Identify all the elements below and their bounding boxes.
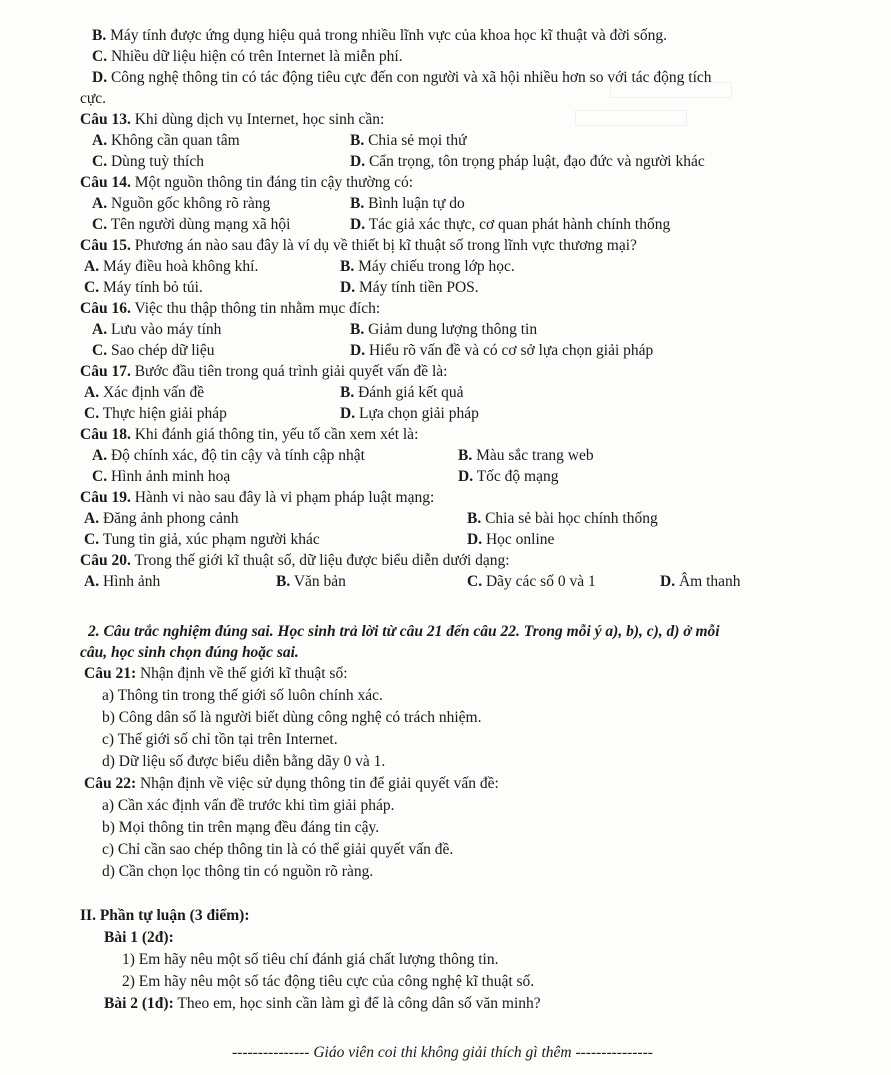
question-22-item-c: c) Chỉ cần sao chép thông tin là có thể giải quyết vấn đề. — [102, 841, 454, 858]
section-2-heading-line2: câu, học sinh chọn đúng hoặc sai. — [80, 644, 299, 661]
question-15-option-a: A. Máy điều hoà không khí. — [84, 258, 259, 275]
question-22-item-a: a) Cần xác định vấn đề trước khi tìm giải pháp. — [102, 797, 395, 814]
question-16-option-d: D. Hiểu rõ vấn đề và có cơ sở lựa chọn giải pháp — [350, 342, 654, 359]
question-18-option-c: C. Hình ảnh minh hoạ — [92, 468, 231, 485]
question-17-option-c: C. Thực hiện giải pháp — [84, 405, 227, 422]
question-15-option-c: C. Máy tính bỏ túi. — [84, 279, 203, 296]
question-13-option-a: A. Không cần quan tâm — [92, 132, 240, 149]
question-13: Câu 13. Khi dùng dịch vụ Internet, học sinh cần: — [80, 111, 385, 128]
essay-bai2: Bài 2 (1đ): Theo em, học sinh cần làm gì để là công dân số văn minh? — [104, 995, 541, 1012]
continuation-option-c: C. Nhiều dữ liệu hiện có trên Internet là miễn phí. — [92, 48, 403, 65]
continuation-option-b: B. Máy tính được ứng dụng hiệu quả trong nhiều lĩnh vực của khoa học kĩ thuật và đời sống. — [92, 27, 667, 44]
question-21: Câu 21: Nhận định về thế giới kĩ thuật số: — [84, 665, 348, 682]
question-15: Câu 15. Phương án nào sau đây là ví dụ về thiết bị kĩ thuật số trong lĩnh vực thương mại? — [80, 237, 637, 254]
question-19-option-b: B. Chia sẻ bài học chính thống — [467, 510, 658, 527]
question-14: Câu 14. Một nguồn thông tin đáng tin cậy thường có: — [80, 174, 414, 191]
question-22-item-d: d) Cần chọn lọc thông tin có nguồn rõ ràng. — [102, 863, 374, 880]
question-21-item-b: b) Công dân số là người biết dùng công nghệ có trách nhiệm. — [102, 709, 482, 726]
question-19: Câu 19. Hành vi nào sau đây là vi phạm pháp luật mạng: — [80, 489, 435, 506]
question-14-option-a: A. Nguồn gốc không rõ ràng — [92, 195, 271, 212]
question-18: Câu 18. Khi đánh giá thông tin, yếu tố cần xem xét là: — [80, 426, 419, 443]
question-21-item-a: a) Thông tin trong thế giới số luôn chính xác. — [102, 687, 383, 704]
continuation-option-d-wrap: cực. — [80, 90, 107, 107]
question-20-option-c: C. Dãy các số 0 và 1 — [467, 573, 596, 590]
question-14-option-d: D. Tác giả xác thực, cơ quan phát hành chính thống — [350, 216, 671, 233]
question-21-item-d: d) Dữ liệu số được biểu diễn bằng dãy 0 và 1. — [102, 753, 386, 770]
question-19-option-a: A. Đăng ảnh phong cảnh — [84, 510, 239, 527]
question-14-option-c: C. Tên người dùng mạng xã hội — [92, 216, 291, 233]
question-18-option-b: B. Màu sắc trang web — [458, 447, 594, 464]
question-20-option-d: D. Âm thanh — [660, 573, 741, 590]
question-21-item-c: c) Thế giới số chỉ tồn tại trên Internet. — [102, 731, 338, 748]
question-19-option-d: D. Học online — [467, 531, 555, 548]
essay-bai1-item-1: 1) Em hãy nêu một số tiêu chí đánh giá chất lượng thông tin. — [122, 951, 499, 968]
question-15-option-b: B. Máy chiếu trong lớp học. — [340, 258, 515, 275]
question-13-option-b: B. Chia sẻ mọi thứ — [350, 132, 467, 149]
question-17: Câu 17. Bước đầu tiên trong quá trình giải quyết vấn đề là: — [80, 363, 448, 380]
question-17-option-b: B. Đánh giá kết quả — [340, 384, 464, 401]
question-15-option-d: D. Máy tính tiền POS. — [340, 279, 479, 296]
question-14-option-b: B. Bình luận tự do — [350, 195, 465, 212]
question-17-option-a: A. Xác định vấn đề — [84, 384, 205, 401]
question-18-option-d: D. Tốc độ mạng — [458, 468, 559, 485]
question-16-option-b: B. Giảm dung lượng thông tin — [350, 321, 538, 338]
question-13-option-d: D. Cẩn trọng, tôn trọng pháp luật, đạo đức và người khác — [350, 153, 705, 170]
footer-note: --------------- Giáo viên coi thi không giải thích gì thêm --------------- — [232, 1044, 653, 1061]
essay-bai1-item-2: 2) Em hãy nêu một số tác động tiêu cực của công nghệ kĩ thuật số. — [122, 973, 535, 990]
question-20: Câu 20. Trong thế giới kĩ thuật số, dữ liệu được biểu diễn dưới dạng: — [80, 552, 510, 569]
question-17-option-d: D. Lựa chọn giải pháp — [340, 405, 479, 422]
question-20-option-b: B. Văn bản — [276, 573, 346, 590]
essay-heading: II. Phần tự luận (3 điểm): — [80, 907, 250, 924]
essay-bai1-label: Bài 1 (2đ): — [104, 929, 174, 946]
section-2-heading-line1: 2. Câu trắc nghiệm đúng sai. Học sinh trả lời từ câu 21 đến câu 22. Trong mỗi ý a), b), c), d) ở mỗi — [88, 623, 720, 640]
continuation-option-d: D. Công nghệ thông tin có tác động tiêu cực đến con người và xã hội nhiều hơn so với tác động tích — [92, 69, 712, 86]
question-20-option-a: A. Hình ảnh — [84, 573, 161, 590]
question-16-option-c: C. Sao chép dữ liệu — [92, 342, 215, 359]
question-16-option-a: A. Lưu vào máy tính — [92, 321, 222, 338]
question-13-option-c: C. Dùng tuỳ thích — [92, 153, 204, 170]
question-16: Câu 16. Việc thu thập thông tin nhằm mục đích: — [80, 300, 381, 317]
bleed-through-artifact — [575, 110, 687, 126]
question-19-option-c: C. Tung tin giả, xúc phạm người khác — [84, 531, 320, 548]
question-22: Câu 22: Nhận định về việc sử dụng thông tin để giải quyết vấn đề: — [84, 775, 499, 792]
question-22-item-b: b) Mọi thông tin trên mạng đều đáng tin cậy. — [102, 819, 380, 836]
question-18-option-a: A. Độ chính xác, độ tin cậy và tính cập nhật — [92, 447, 365, 464]
